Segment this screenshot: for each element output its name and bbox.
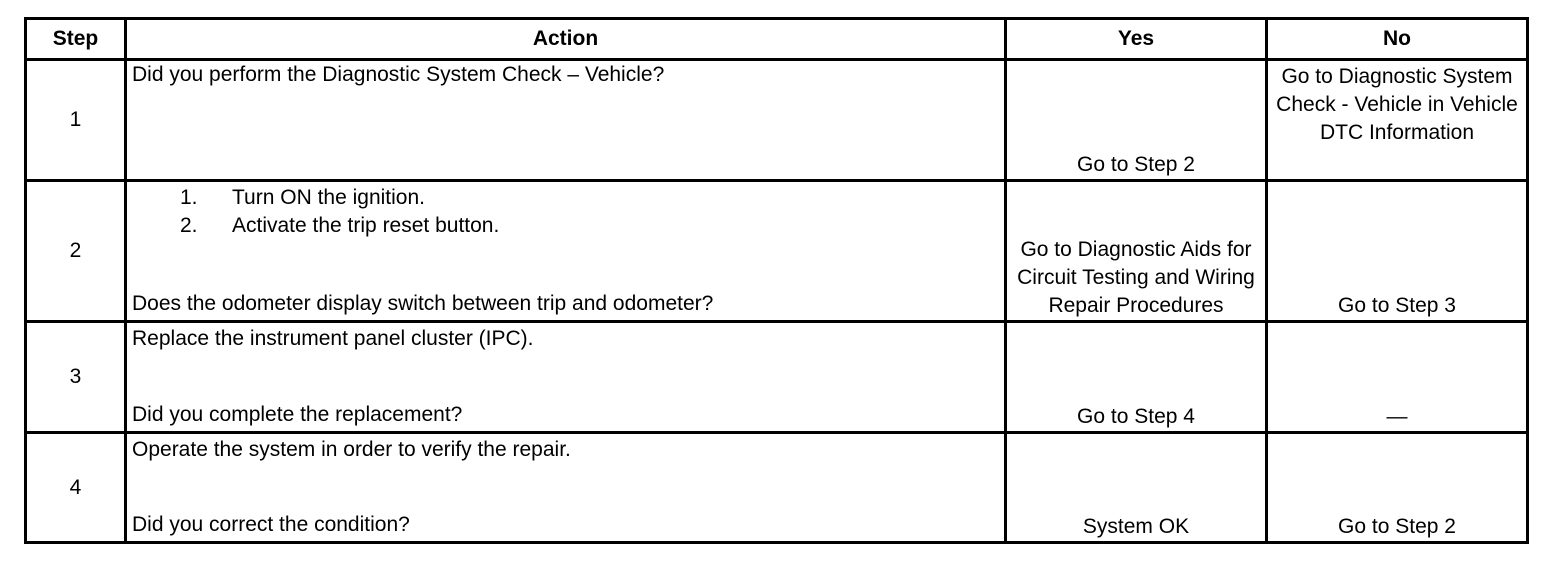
no-cell: Go to Step 3 <box>1267 181 1528 322</box>
list-item <box>132 184 999 212</box>
action-text: Operate the system in order to verify the repair. <box>132 438 571 461</box>
list-item-text: Activate the trip reset button. <box>232 214 500 237</box>
table-row <box>26 433 1528 543</box>
list-item <box>132 212 999 240</box>
action-cell <box>126 322 1006 433</box>
header-row <box>26 19 1528 60</box>
header-action: Action <box>126 19 1006 60</box>
action-cell <box>126 181 1006 322</box>
diagnostic-table <box>24 17 1529 544</box>
action-cell <box>126 60 1006 181</box>
step-number: 4 <box>26 433 126 543</box>
action-text: Did you perform the Diagnostic System Check – Vehicle? <box>132 63 665 86</box>
action-question: Did you complete the replacement? <box>132 403 463 426</box>
table-row <box>26 322 1528 433</box>
step-number: 3 <box>26 322 126 433</box>
yes-cell: Go to Diagnostic Aids for Circuit Testing and Wiring Repair Procedures <box>1006 181 1267 322</box>
header-no: No <box>1267 19 1528 60</box>
action-cell <box>126 433 1006 543</box>
header-step: Step <box>26 19 126 60</box>
action-question: Does the odometer display switch between trip and odometer? <box>132 292 714 315</box>
action-question: Did you correct the condition? <box>132 513 410 536</box>
action-text: Replace the instrument panel cluster (IPC). <box>132 327 534 350</box>
action-steps-list <box>132 184 999 240</box>
no-cell: — <box>1267 322 1528 433</box>
no-cell: Go to Diagnostic System Check - Vehicle in Vehicle DTC Information <box>1267 60 1528 181</box>
list-item-number: 1. <box>180 186 198 209</box>
yes-cell: Go to Step 4 <box>1006 322 1267 433</box>
header-yes: Yes <box>1006 19 1267 60</box>
step-number: 1 <box>26 60 126 181</box>
list-item-text: Turn ON the ignition. <box>232 186 425 209</box>
yes-cell: System OK <box>1006 433 1267 543</box>
table-row <box>26 181 1528 322</box>
yes-cell: Go to Step 2 <box>1006 60 1267 181</box>
list-item-number: 2. <box>180 214 198 237</box>
table-row <box>26 60 1528 181</box>
no-cell: Go to Step 2 <box>1267 433 1528 543</box>
step-number: 2 <box>26 181 126 322</box>
